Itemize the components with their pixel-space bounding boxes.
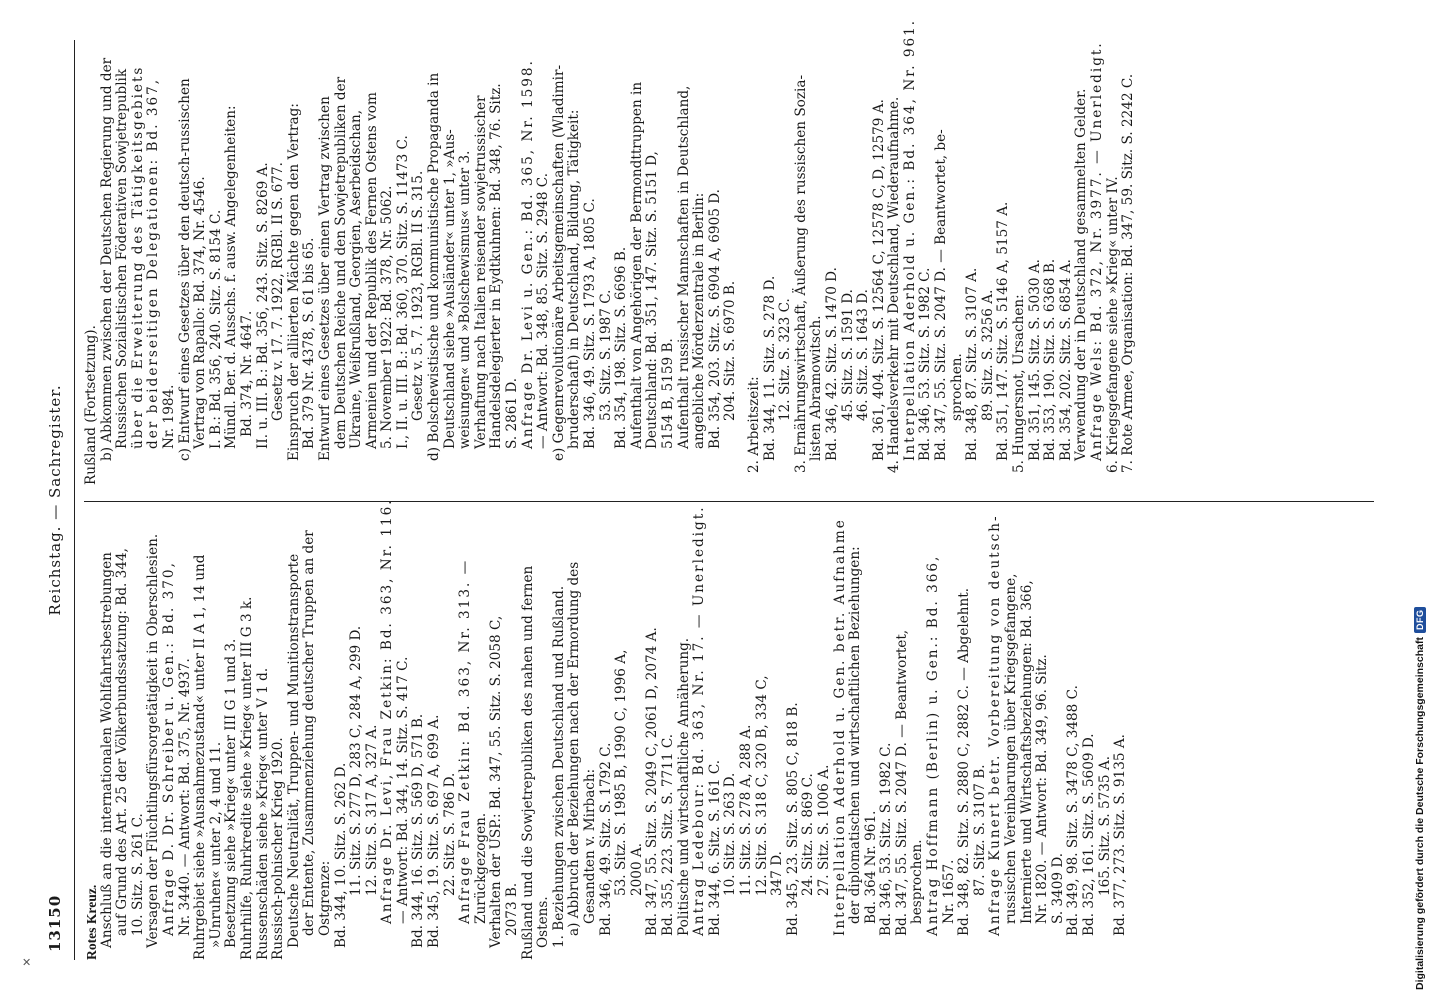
index-line: 89. Sitz. S. 3256 A.: [979, 289, 996, 421]
index-line: Deutschland: Bd. 351, 147. Sitz. S. 5151 D,: [644, 151, 661, 449]
index-line: Anfrage Wels: Bd. 372, Nr. 3977. — Unerledigt.: [1089, 41, 1105, 461]
index-line: Bd. 364 Nr. 961.: [862, 810, 879, 924]
index-line: Bd. 347, 55. Sitz. S. 2047 D. — Beantwortet,: [893, 629, 910, 936]
index-line: 5. Hungersnot, Ursachen:: [1011, 294, 1028, 473]
index-line: Verwendung der in Deutschland gesammelten Gelder.: [1073, 88, 1090, 461]
index-line: c) Entwurf eines Gesetzes über den deutsch-russischen: [176, 78, 193, 461]
index-line: 27. Sitz. S. 1006 A.: [815, 764, 832, 896]
index-line: 6. Kriegsgefangene siehe »Krieg« unter IV.: [1104, 176, 1121, 473]
index-line: 2. Arbeitszeit:: [745, 376, 762, 473]
index-line: Anfrage D. Dr. Schreiber u. Gen.: Bd. 370,: [160, 561, 177, 936]
index-line: Russischen Sozialistischen Föderativen Sowjetrepublik: [114, 68, 131, 449]
index-line: russischen Vereinbarungen über Kriegsgefangene,: [1003, 573, 1020, 924]
index-line: auf Grund des Art. 25 der Völkerbundssatzung: Bd. 344,: [114, 548, 131, 936]
document-page: [40, 18, 1380, 960]
index-line: Bd. 351, 147. Sitz. S. 5146 A, 5157 A.: [995, 201, 1012, 461]
text-columns: [83, 18, 1374, 960]
index-line: 12. Sitz. S. 317 A, 327 A.: [363, 724, 380, 896]
index-line: Politische und wirtschaftliche Annäherung.: [675, 637, 692, 936]
index-line: Bd. 346, 42. Sitz. S. 1470 D.: [823, 267, 840, 461]
index-line: 11. Sitz. S. 277 D, 283 C, 284 A, 299 D.: [348, 625, 365, 896]
index-line: Bd. 344, 10. Sitz. S. 262 D.: [332, 762, 349, 948]
index-line: 165. Sitz. S. 5735 A.: [1096, 755, 1113, 896]
index-line: Nr. 1820. — Antwort: Bd. 349, 96. Sitz.: [1034, 654, 1051, 924]
index-line: 22. Sitz. S. 786 D.: [441, 772, 458, 896]
index-line: der beiderseitigen Delegationen: Bd. 367,: [145, 77, 162, 449]
index-line: Russenschäden siehe »Krieg« unter V 1 d.: [254, 667, 271, 960]
index-line: 204. Sitz. S. 6970 B.: [722, 280, 739, 421]
index-line: Armenien und der Republik des Fernen Ostens vom: [363, 92, 380, 449]
index-line: 10. Sitz. S. 263 D.: [722, 772, 739, 896]
index-line: Verhalten der USP.: Bd. 347, 55. Sitz. S. 2058 C,: [488, 615, 505, 948]
index-line: e) Gegenrevolutionäre Arbeitsgemeinschaften (Wladimir-: [550, 64, 567, 461]
index-line: Handelsdelegierter in Eydtkuhnen: Bd. 348, 76. Sitz.: [488, 83, 505, 449]
index-line: 12. Sitz. S. 323 C.: [777, 298, 794, 421]
index-line: — Antwort: Bd. 348, 85. Sitz. S. 2948 C.: [535, 172, 552, 449]
index-line: 5154 B, 5159 B.: [659, 338, 676, 449]
index-line: 24. Sitz. S. 869 C.: [800, 773, 817, 896]
index-line: 3. Ernährungswirtschaft, Äußerung des russischen Sozia-: [792, 74, 809, 473]
index-line: Nr. 1984.: [160, 384, 177, 449]
index-line: 2000 A.: [628, 842, 645, 896]
index-line: 4. Handelsverkehr mit Deutschland, Wiederaufnahme.: [886, 96, 903, 473]
index-line: Besetzung siehe »Krieg« unter III G 1 und 3.: [223, 638, 240, 948]
index-line: Bd. 345, 19. Sitz. S. 697 A, 699 A.: [426, 714, 443, 948]
index-line: »Unruhen« unter 2, 4 und 11.: [207, 741, 224, 948]
index-line: Entwurf eines Gesetzes über einen Vertrag zwischen: [316, 96, 333, 461]
digitization-credit: [1414, 607, 1426, 990]
index-line: Mündl. Ber. d. Ausschs. f. ausw. Angelegenheiten:: [223, 105, 240, 449]
index-line: Bd. 361, 404. Sitz. S. 12564 C, 12578 C, D, 12579 A.: [870, 99, 887, 461]
index-line: Bd. 346, 53. Sitz. S. 1982 C.: [917, 267, 934, 461]
index-line: I. B.: Bd. 356, 240. Sitz. S. 8154 C.: [207, 209, 224, 449]
index-line: Bd. 348, 82. Sitz. S. 2880 C, 2882 C. — Abgelehnt.: [956, 587, 973, 936]
index-line: Antrag Hoffmann (Berlin) u. Gen.: Bd. 366,: [925, 554, 942, 936]
index-line: Gesetz v. 17. 7. 1922, RGBl. II S. 677.: [270, 162, 287, 421]
index-line: Bd. 346, 49. Sitz. S. 1793 A, 1805 C.: [582, 198, 598, 449]
index-line: Ukraine, Weißrußland, Georgien, Aserbeidschan,: [348, 109, 365, 449]
index-line: Bd. 348, 87. Sitz. S. 3107 A.: [964, 267, 981, 461]
index-line: 2073 B.: [504, 882, 521, 936]
index-line: Nr. 3440. — Antwort: Bd. 375, Nr. 4937.: [176, 658, 193, 936]
index-line: S. 2861 D.: [504, 377, 521, 449]
index-line: Ostgrenze:: [316, 860, 333, 936]
index-line: — Antwort: Bd. 344, 14. Sitz. S. 417 C.: [394, 656, 411, 924]
index-line: Internierte und Wirtschaftsbeziehungen: Bd. 366,: [1018, 580, 1035, 924]
index-line: Bd. 345, 23. Sitz. S. 805 C, 818 B.: [784, 702, 801, 936]
index-line: Anfrage Frau Zetkin: Bd. 363, Nr. 313. —: [457, 558, 474, 924]
index-line: sprochen.: [948, 353, 965, 421]
left-column: [84, 498, 1129, 960]
index-line: listen Abramowitsch.: [808, 315, 825, 461]
index-line: Rotes Kreuz.: [84, 884, 99, 960]
index-line: Bd. 351, 145. Sitz. S. 5030 A.: [1026, 259, 1043, 461]
index-line: 10. Sitz. S. 261 C.: [129, 813, 146, 936]
right-column: [83, 18, 1137, 485]
index-line: 12. Sitz. S. 318 C, 320 B, 334 C,: [753, 675, 770, 896]
index-line: Antrag Ledebour: Bd. 363, Nr. 17. — Unerledigt.: [691, 505, 708, 936]
index-line: Zurückgezogen.: [472, 812, 489, 924]
index-line: Bd. 347, 55. Sitz. S. 2047 D. — Beantwortet, be-: [933, 129, 950, 461]
index-line: Rußland (Fortsetzung).: [83, 325, 99, 485]
index-line: 11. Sitz. S. 278 A, 288 A.: [737, 724, 754, 896]
index-line: Bd. 354, 203. Sitz. S. 6904 A, 6905 D.: [706, 189, 723, 449]
index-line: 53. Sitz. S. 1987 C.: [597, 289, 614, 421]
running-title: Reichstag. — Sachregister.: [46, 384, 64, 616]
index-line: Bd. 346, 49. Sitz. S. 1792 C.: [597, 742, 614, 936]
index-line: 5. November 1922: Bd. 378, Nr. 5062.: [379, 185, 396, 449]
index-line: Bd. 377, 273. Sitz. S. 9135 A.: [1112, 734, 1129, 936]
index-line: Anfrage Dr. Levi, Frau Zetkin: Bd. 363, Nr. 116.: [379, 498, 396, 924]
index-line: Bd. 347, 55. Sitz. S. 2049 C, 2061 D, 2074 A.: [644, 627, 661, 936]
index-line: S. 3409 D.: [1049, 852, 1066, 924]
index-line: Bd. 344, 11. Sitz. S. 278 D.: [761, 275, 778, 461]
digitization-credit-text: Digitalisierung gefördert durch die Deutsche Forschungsgemeinschaft: [1414, 637, 1426, 990]
index-line: Bd. 354, 198. Sitz. S. 6696 B.: [613, 246, 630, 449]
scan-artifact-mark: ✕: [22, 956, 32, 969]
index-line: b) Abkommen zwischen der Deutschen Regierung und der: [98, 57, 115, 461]
index-line: Ruhrhilfe, Ruhrkredite siehe »Krieg« unter III G 3 k.: [238, 596, 255, 960]
index-line: 347 D.: [769, 850, 786, 896]
index-line: 46. Sitz. S. 1643 D.: [855, 289, 872, 421]
index-line: bruderschaft) in Deutschland, Bildung, Tätigkeit:: [566, 109, 583, 449]
index-line: weisungen« und »Bolschewismus« unter 3.: [457, 150, 474, 449]
dfg-logo: DFG: [1414, 607, 1426, 634]
index-line: Rußland und die Sowjetrepubliken des nahen und fernen: [519, 565, 536, 960]
index-line: Bd. 344, 16. Sitz. S. 569 D, 571 B.: [410, 713, 427, 948]
index-line: der diplomatischen und wirtschaftlichen Beziehungen:: [847, 546, 864, 924]
index-line: Bd. 353, 190. Sitz. S. 6368 B.: [1042, 258, 1059, 461]
index-line: Versagen der Flüchtlingsfürsorgetätigkeit in Oberschlesien.: [145, 533, 162, 948]
index-line: Anfrage Dr. Levi u. Gen.: Bd. 365, Nr. 1598.: [519, 59, 536, 449]
index-line: I., II. u. III. B.: Bd. 360, 370. Sitz. S. 11473 C.: [394, 135, 411, 449]
page-number: 13150: [46, 894, 64, 952]
index-line: 1. Beziehungen zwischen Deutschland und Rußland.: [550, 585, 567, 948]
index-line: Gesandten v. Mirbach:: [582, 768, 598, 924]
index-line: 53. Sitz. S. 1985 B, 1990 C, 1996 A,: [613, 649, 630, 896]
index-line: II. u. III. B.: Bd. 356, 243. Sitz. S. 8269 A.: [254, 162, 271, 449]
page-header: [40, 40, 75, 960]
index-line: Gesetz v. 5. 7. 1923, RGBl. II S. 315.: [410, 170, 427, 421]
index-line: Bd. 374, Nr. 4647.: [238, 310, 255, 437]
index-line: Aufenthalt von Angehörigen der Bermondttruppen in: [628, 81, 645, 449]
index-line: 45. Sitz. S. 1591 D.: [839, 289, 856, 421]
index-line: Bd. 352, 161. Sitz. S. 5609 D.: [1081, 733, 1097, 936]
index-line: Russisch-polnischer Krieg 1920.: [270, 737, 287, 960]
index-line: Bd. 346, 53. Sitz. S. 1982 C.: [878, 742, 895, 936]
index-line: Deutschland siehe »Ausländer« unter 1, »Aus-: [441, 129, 458, 449]
index-line: Interpellation Aderhold u. Gen. betr. Aufnahme: [831, 518, 848, 936]
index-line: Ruhrgebiet siehe »Ausnahmezustand« unter II A 1, 14 und: [192, 554, 209, 960]
index-line: dem Deutschen Reiche und den Sowjetrepubliken der: [332, 76, 349, 449]
index-line: Deutsche Neutralität, Truppen- und Munitionstransporte: [285, 553, 302, 948]
index-line: Vertrag von Rapallo: Bd. 374, Nr. 4546.: [192, 176, 209, 449]
index-line: Bd. 349, 98. Sitz. S. 3478 C, 3488 C.: [1065, 685, 1082, 936]
index-line: Aufenthalt russischer Mannschaften in Deutschland,: [675, 85, 692, 449]
index-line: 7. Rote Armee, Organisation: Bd. 347, 59. Sitz. S. 2242 C.: [1120, 73, 1137, 473]
index-line: angebliche Mörderzentrale in Berlin:: [691, 192, 708, 449]
index-line: Bd. 354, 202. Sitz. S. 6854 A.: [1057, 259, 1074, 461]
index-line: Interpellation Aderhold u. Gen.: Bd. 364, Nr. 961.: [901, 18, 918, 461]
index-line: a) Abbruch der Beziehungen nach der Ermordung des: [566, 561, 583, 936]
index-line: Verhaftung nach Italien reisender sowjetrussischer: [472, 95, 489, 449]
index-line: über die Erweiterung des Tätigkeitsgebiets: [129, 65, 146, 449]
index-line: Anschluß an die internationalen Wohlfahrtsbestrebungen: [98, 552, 115, 948]
index-line: Bd. 355, 223. Sitz. S. 7711 C.: [659, 733, 676, 936]
index-line: der Entente, Zusammenziehung deutscher Truppen an der: [301, 530, 318, 936]
index-line: 87. Sitz. S. 3107 B.: [971, 764, 988, 896]
index-line: d) Bolschewistische und kommunistische Propaganda in: [426, 72, 443, 461]
index-line: Bd. 379 Nr. 4378, S. 61 bis 65.: [301, 237, 318, 449]
index-line: Nr. 1657.: [940, 859, 957, 924]
column-divider: [84, 501, 1374, 502]
index-line: Einspruch der alliierten Mächte gegen den Vertrag:: [285, 103, 302, 461]
index-line: Anfrage Kunert betr. Vorbereitung von deutsch-: [987, 514, 1004, 936]
index-line: besprochen.: [909, 839, 926, 924]
index-line: Ostens.: [535, 896, 552, 948]
index-line: Bd. 344, 6. Sitz. S. 161 C.: [706, 759, 723, 936]
